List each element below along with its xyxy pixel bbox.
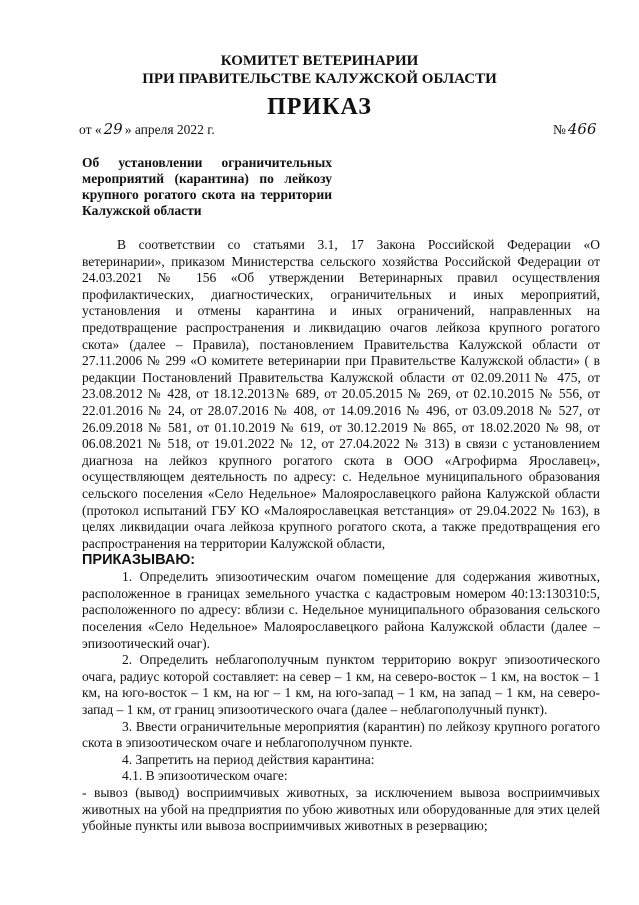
order-date: [79, 120, 215, 138]
issuer-header: [0, 52, 639, 88]
document-title: ПРИКАЗ: [267, 94, 372, 120]
item-4-1: 4.1. В эпизоотическом очаге:: [122, 768, 288, 784]
number-handwritten: 466: [567, 120, 597, 138]
decree-heading: ПРИКАЗЫВАЮ:: [82, 552, 196, 569]
item-2: 2. Определить неблагополучным пунктом территорию вокруг эпизоотического очага, радиус которой составляет: на север – 1 км, на северо-восток – 1 км, на восток – 1 км, на юго-восток – 1 км, на юг – 1 км, на юго-запад – 1 км, на запад – 1 км, на северо-запад – 1 км, от границ эпизоотического очага (далее – неблагополучный пункт).: [82, 652, 600, 718]
date-suffix: » апреля 2022 г.: [124, 122, 215, 137]
order-number: [553, 120, 599, 138]
date-day-handwritten: 29: [103, 120, 123, 138]
order-subject: Об установлении ограничительных мероприятий (карантина) по лейкозу крупного рогатого скота на территории Калужской области: [82, 155, 332, 218]
document-body: [82, 237, 600, 835]
preamble-paragraph: В соответствии со статьями 3.1, 17 Закона Российской Федерации «О ветеринарии», приказом Министерства сельского хозяйства Российской Федерации от 24.03.2021 № 156 «Об утверждении Ветеринарных правил осуществления профилактических, диагностических, ограничительных и иных мероприятий, установления и отмены карантина и иных ограничений, направленных на предотвращение распространения и ликвидацию очагов лейкоза крупного рогатого скота» (далее – Правила), постановлением Правительства Калужской области от 27.11.2006 № 299 «О комитете ветеринарии при Правительстве Калужской области» ( в редакции Постановлений Правительства Калужской области от 02.09.2011№ 475, от 23.08.2012 № 428, от 18.12.2013№ 689, от 20.05.2015 № 269, от 02.10.2015 № 556, от 22.01.2016 № 24, от 28.07.2016 № 408, от 14.09.2016 № 496, от 03.09.2018 № 527, от 26.09.2018 № 581, от 01.10.2019 № 619, от 30.12.2019 № 865, от 18.02.2020 № 98, от 06.08.2021 № 518, от 19.01.2022 № 12, от 27.04.2022 № 313) в связи с установлением диагноза на лейкоз крупного рогатого скота в ООО «Агрофирма Ярославец», осуществляющем деятельность по адресу: с. Недельное муниципального образования сельского поселения «Село Недельное» Малоярославецкого района Калужской области (протокол испытаний ГБУ КО «Малоярославецкая ветстанция» от 29.04.2022 № 163), в целях ликвидации очага лейкоза крупного рогатого скота, а также предотвращения его распространения на территории Калужской области,: [82, 237, 600, 551]
item-1: 1. Определить эпизоотическим очагом помещение для содержания животных, расположенное в границах земельного участка с кадастровым номером 40:13:130310:5, расположенного по адресу: вблизи с. Недельное муниципального образования сельского поселения «Село Недельное» Малоярославецкого района Калужской области (далее – эпизоотический очаг).: [82, 569, 600, 651]
item-4-1-a: - вывоз (вывод) восприимчивых животных, за исключением вывоза восприимчивых животных на убой на предприятия по убою животных или оборудованные для этих целей убойные пункты или вывоза восприимчивых животных в резервацию;: [82, 785, 600, 834]
item-3: 3. Ввести ограничительные мероприятия (карантин) по лейкозу крупного рогатого скота в эпизоотическом очаге и неблагополучном пункте.: [82, 718, 600, 751]
issuer-line-1: КОМИТЕТ ВЕТЕРИНАРИИ: [220, 53, 419, 69]
issuer-line-2: ПРИ ПРАВИТЕЛЬСТВЕ КАЛУЖСКОЙ ОБЛАСТИ: [142, 71, 497, 87]
number-sign: №: [553, 122, 566, 137]
item-4: 4. Запретить на период действия карантина:: [122, 751, 375, 767]
date-prefix: от «: [79, 122, 102, 137]
